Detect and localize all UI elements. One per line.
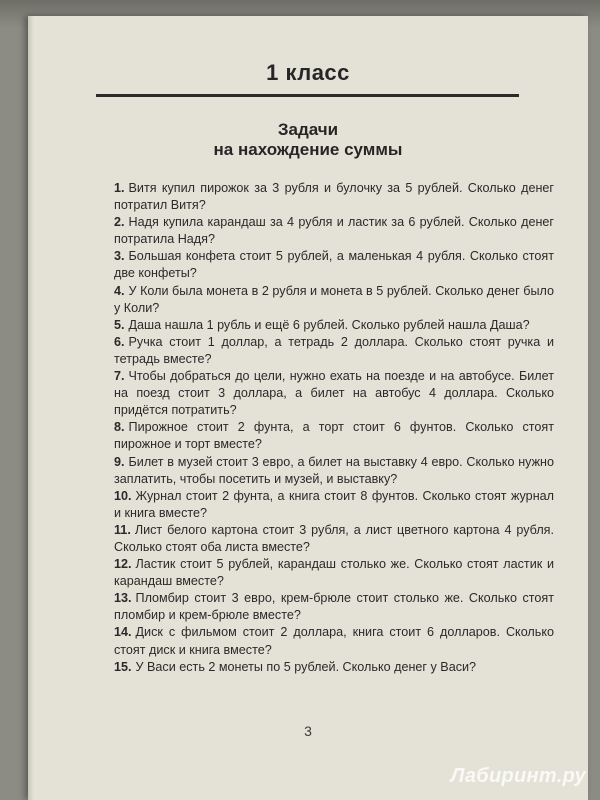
section-title-line-2: на нахождение суммы	[213, 140, 403, 159]
section-title-line-1: Задачи	[277, 120, 339, 139]
problem-text: Пломбир стоит 3 евро, крем-брюле стоит столько же. Сколько стоят пломбир и крем-брюле вместе?	[114, 591, 554, 623]
problem-text: Даша нашла 1 рубль и ещё 6 рублей. Сколько рублей нашла Даша?	[128, 317, 530, 332]
book-page	[28, 16, 588, 800]
problem-number: 2.	[114, 215, 125, 230]
problem-item	[114, 368, 554, 419]
grade-title: 1 класс	[266, 60, 350, 85]
watermark-logo: Лабиринт.ру	[450, 765, 586, 787]
problem-item	[114, 624, 554, 658]
problem-item	[114, 488, 554, 522]
problem-text: Лист белого картона стоит 3 рубля, а лист цветного картона 4 рубля. Сколько стоят оба листа вместе?	[114, 522, 554, 554]
problem-item	[114, 556, 554, 590]
problem-item	[114, 419, 554, 453]
problem-item	[114, 180, 554, 214]
problem-text: Витя купил пирожок за 3 рубля и булочку за 5 рублей. Сколько денег потратил Витя?	[114, 181, 554, 213]
problem-number: 1.	[114, 181, 125, 195]
problem-number: 5.	[114, 317, 125, 332]
problem-item	[114, 248, 554, 282]
problem-number: 10.	[114, 488, 132, 503]
problem-item	[114, 283, 554, 317]
problem-number: 14.	[114, 625, 132, 640]
problem-number: 3.	[114, 249, 125, 264]
problem-text: У Коли была монета в 2 рубля и монета в 5 рублей. Сколько денег было у Коли?	[114, 283, 554, 315]
problem-item	[114, 214, 554, 248]
problem-text: Чтобы добраться до цели, нужно ехать на поезде и на автобусе. Билет на поезд стоит 3 доллара, а билет на автобус 4 доллара. Сколько придётся потратить?	[114, 369, 554, 418]
problem-number: 15.	[114, 659, 132, 674]
title-divider	[96, 94, 519, 97]
problem-item	[114, 454, 554, 488]
problem-text: У Васи есть 2 монеты по 5 рублей. Сколько денег у Васи?	[135, 659, 477, 674]
problem-number: 13.	[114, 591, 132, 606]
problem-number: 9.	[114, 454, 125, 469]
problem-list	[114, 180, 554, 676]
problem-text: Пирожное стоит 2 фунта, а торт стоит 6 фунтов. Сколько стоят пирожное и торт вместе?	[114, 420, 554, 452]
problem-text: Диск с фильмом стоит 2 доллара, книга стоит 6 долларов. Сколько стоят диск и книга вместе?	[114, 625, 554, 657]
problem-text: Билет в музей стоит 3 евро, а билет на выставку 4 евро. Сколько нужно заплатить, чтобы посетить и музей, и выставку?	[114, 454, 554, 486]
page-number: 3	[304, 723, 312, 739]
problem-number: 7.	[114, 369, 125, 384]
problem-text: Ручка стоит 1 доллар, а тетрадь 2 доллара. Сколько стоят ручка и тетрадь вместе?	[114, 334, 554, 366]
problem-item	[114, 522, 554, 556]
problem-item	[114, 317, 554, 334]
problem-text: Ластик стоит 5 рублей, карандаш столько же. Сколько стоят ластик и карандаш вместе?	[114, 557, 554, 589]
section-title	[28, 120, 588, 160]
problem-number: 8.	[114, 420, 125, 435]
problem-item	[114, 659, 554, 676]
problem-text: Большая конфета стоит 5 рублей, а маленькая 4 рубля. Сколько стоят две конфеты?	[114, 249, 554, 281]
problem-number: 4.	[114, 283, 125, 298]
problem-text: Надя купила карандаш за 4 рубля и ластик за 6 рублей. Сколько денег потратила Надя?	[114, 215, 554, 247]
problem-number: 6.	[114, 334, 125, 349]
problem-item	[114, 590, 554, 624]
problem-item	[114, 334, 554, 368]
problem-number: 12.	[114, 557, 132, 572]
problem-text: Журнал стоит 2 фунта, а книга стоит 8 фунтов. Сколько стоят журнал и книга вместе?	[114, 488, 554, 520]
problem-number: 11.	[114, 522, 131, 537]
